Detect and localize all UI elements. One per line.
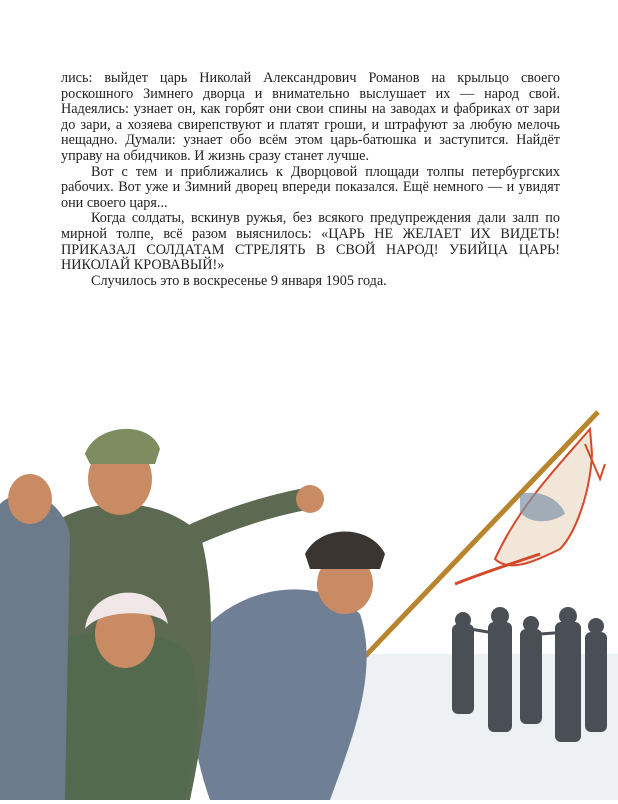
- left-crowd: [0, 474, 70, 800]
- paragraph-3: Когда солдаты, вскинув ружья, без всякого предупреждения дали залп по мирной толпе, всё разом выяснилось: «ЦАРЬ НЕ ЖЕЛАЕТ ИХ ВИДЕТЬ! ПРИКАЗАЛ СОЛДАТАМ СТРЕЛЯТЬ В СВОЙ НАРОД! УБИЙЦА ЦАРЬ! НИКОЛАЙ КРОВАВЫЙ!»: [61, 210, 560, 274]
- paragraph-1: лись: выйдет царь Николай Александрович Романов на крыльцо своего роскошного Зимнего дворца и внимательно выслушает их — народ свой. Надеялись: узнает он, как горбят они свои спины на заводах и фабриках от зари до зари, а хозяева свирепствуют и платят гроши, и штрафуют за любую мелочь нещадно. Думали: узнает обо всём этом царь-батюшка и заступится. Найдёт управу на обидчиков. И жизнь сразу станет лучше.: [61, 70, 560, 164]
- article-text: [61, 71, 560, 289]
- bloody-sunday-illustration: [0, 384, 618, 800]
- paragraph-2: Вот с тем и приближались к Дворцовой площади толпы петербургских рабочих. Вот уже и Зимний дворец впереди показался. Ещё немного — и увидят они своего царя...: [61, 163, 560, 211]
- paragraph-4: Случилось это в воскресенье 9 января 1905 года.: [91, 272, 387, 289]
